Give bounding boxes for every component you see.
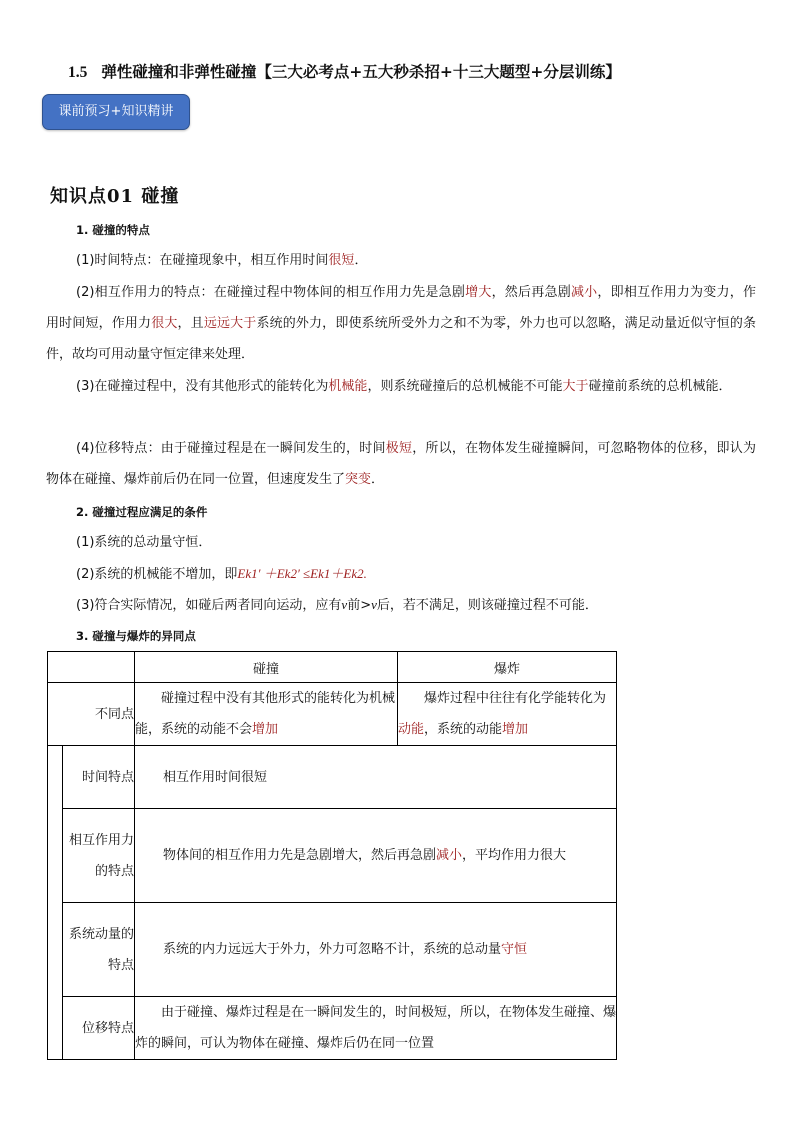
text-segment: ．: [354, 253, 368, 268]
table-row-difference: [48, 683, 617, 746]
table-row: [48, 746, 617, 809]
text-segment: ，然后再急剧: [491, 285, 571, 300]
text-segment: 碰撞过程中没有其他形式的能转化为机械能，系统的动能不会: [135, 691, 396, 737]
title-number: 1.5: [68, 64, 88, 81]
text-segment: (3)在碰撞过程中，没有其他形式的能转化为: [76, 379, 329, 394]
highlight-text: 机械能: [328, 379, 368, 394]
row-label-momentum: 系统动量的特点: [63, 903, 135, 997]
text-segment: 系统的外力，即使系统所受外力之和不为零，外力也可以忽略，满足动量近似守恒的条件，故均可用动量守恒定律来处理．: [46, 316, 756, 362]
text-segment: 物体间的相互作用力先是急剧增大，然后再急剧: [163, 848, 437, 863]
highlight-text: 减小: [570, 285, 598, 300]
highlight-text: 守恒: [501, 942, 528, 957]
table-header-row: [48, 652, 617, 683]
same-points-column: [48, 746, 63, 1060]
condition-energy: [46, 558, 756, 590]
highlight-text: 很短: [328, 253, 355, 268]
text-segment: 系统的内力远远大于外力，外力可忽略不计，系统的总动量: [163, 942, 502, 957]
difference-collision-cell: [135, 683, 398, 746]
highlight-text: 减小: [436, 848, 463, 863]
text-segment: (2)系统的机械能不增加，即: [76, 567, 238, 582]
table-row: [48, 809, 617, 903]
highlight-text: 动能: [398, 722, 425, 737]
highlight-text: 增加: [502, 722, 529, 737]
subheading-collision-features: 1. 碰撞的特点: [76, 223, 150, 237]
text-segment: (2)相互作用力的特点：在碰撞过程中物体间的相互作用力先是急剧: [76, 285, 466, 300]
row-text-momentum: [135, 903, 617, 997]
text-segment: ，平均作用力很大: [462, 848, 567, 863]
table-row: [48, 903, 617, 997]
comparison-table: [47, 651, 617, 1060]
subheading-conditions: 2. 碰撞过程应满足的条件: [76, 505, 208, 519]
difference-explosion-cell: [398, 683, 617, 746]
paragraph-force-feature: [46, 277, 756, 370]
subheading-comparison: 3. 碰撞与爆炸的异同点: [76, 629, 196, 643]
preview-badge: 课前预习+知识精讲: [42, 94, 190, 130]
condition-momentum: (1)系统的总动量守恒．: [76, 535, 212, 550]
text-segment: (3)符合实际情况，如碰后两者同向运动，应有: [76, 598, 342, 613]
highlight-text: 远远大于: [203, 316, 257, 331]
section-heading: 知识点01 碰撞: [50, 186, 180, 207]
velocity-symbol: v: [371, 597, 377, 612]
paragraph-energy-feature: [46, 371, 756, 402]
highlight-text: 突变: [345, 472, 372, 487]
text-segment: ，即相互作用力为变力，作用时间短，作用力: [46, 285, 756, 331]
energy-formula: Ek1′ ＋Ek2′ ≤Ek1＋Ek2.: [237, 566, 367, 581]
text-segment: 后，若不满足，则该碰撞过程不可能．: [376, 598, 598, 613]
highlight-text: 增加: [252, 722, 279, 737]
text-segment: 爆炸过程中往往有化学能转化为: [424, 691, 607, 706]
row-label-difference: 不同点: [48, 683, 135, 746]
text-segment: (4)位移特点：由于碰撞过程是在一瞬间发生的，时间: [76, 441, 386, 456]
highlight-text: 增大: [465, 285, 492, 300]
paragraph-time-feature: [46, 245, 756, 276]
row-text-time: 相互作用时间很短: [135, 746, 617, 809]
paragraph-displacement-feature: [46, 433, 756, 495]
highlight-text: 极短: [385, 441, 413, 456]
row-label-displacement: 位移特点: [63, 997, 135, 1060]
text-segment: 碰撞前系统的总机械能．: [588, 379, 732, 394]
header-collision: 碰撞: [135, 652, 398, 683]
header-explosion: 爆炸: [398, 652, 617, 683]
text-segment: 前>: [347, 598, 372, 613]
condition-reality: [46, 589, 756, 621]
title-text: 弹性碰撞和非弹性碰撞【三大必考点+五大秒杀招+十三大题型+分层训练】: [101, 62, 621, 81]
row-label-time: 时间特点: [63, 746, 135, 809]
text-segment: ，且: [177, 316, 204, 331]
velocity-symbol: v: [341, 597, 348, 612]
highlight-text: 大于: [562, 379, 589, 394]
highlight-text: 很大: [151, 316, 178, 331]
text-segment: (1)时间特点：在碰撞现象中，相互作用时间: [76, 253, 329, 268]
table-corner-cell: [48, 652, 135, 683]
row-text-force: [135, 809, 617, 903]
text-segment: ，所以，在物体发生碰撞瞬间，可忽略物体的位移，即认为物体在碰撞、爆炸前后仍在同一位置，但速度发生了: [46, 441, 756, 487]
row-label-force: 相互作用力的特点: [63, 809, 135, 903]
text-segment: ，系统的动能: [424, 722, 503, 737]
text-segment: ，则系统碰撞后的总机械能不可能: [367, 379, 563, 394]
page-title: [68, 60, 621, 82]
row-text-displacement: 由于碰撞、爆炸过程是在一瞬间发生的，时间极短，所以，在物体发生碰撞、爆炸的瞬间，可认为物体在碰撞、爆炸后仍在同一位置: [135, 997, 617, 1060]
text-segment: ．: [371, 472, 385, 487]
table-row: [48, 997, 617, 1060]
